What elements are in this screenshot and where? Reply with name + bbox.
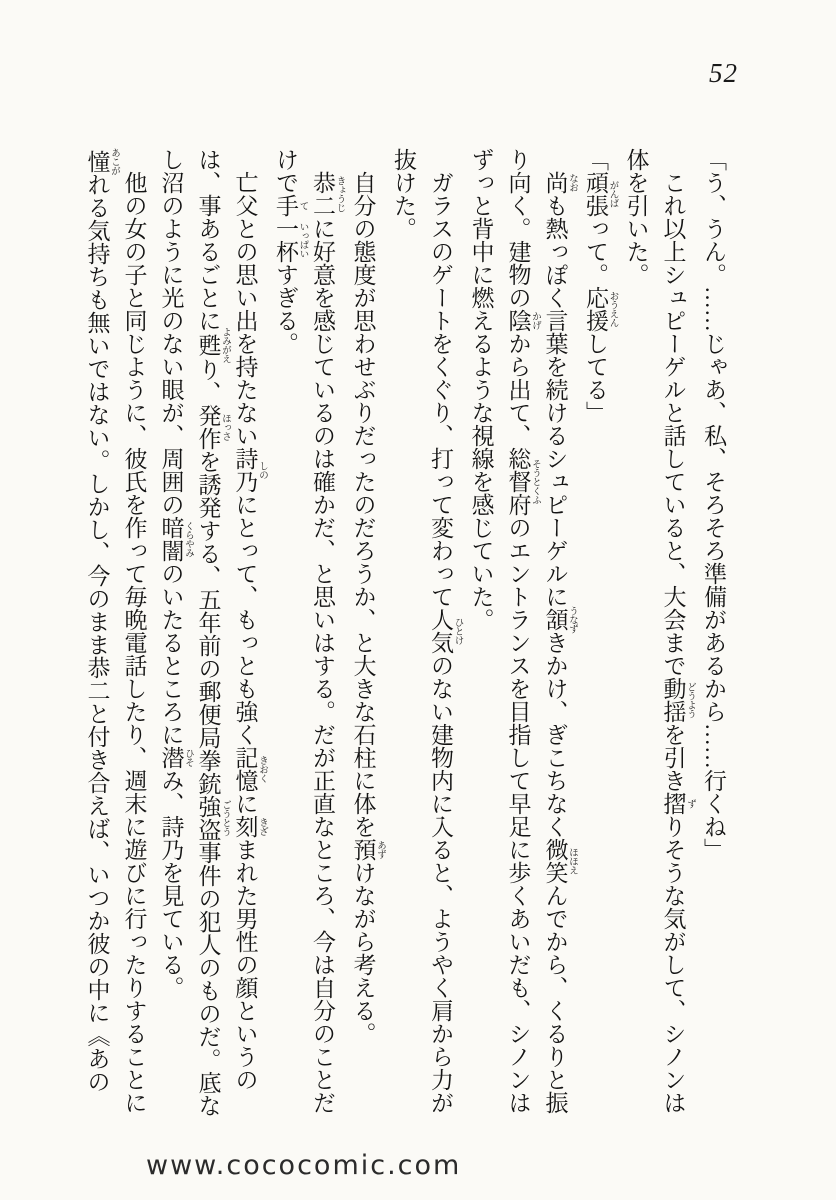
paragraph-narrative: 自分の態度が思わせぶりだったのだろうか、と大きな石柱に体を預 あずけながら考える。 — [350, 171, 385, 1045]
ruby-annotated-word: 強盗 ごうとう — [195, 795, 230, 841]
paragraph-narrative: これ以上シュピーゲルと話していると、大会まで動揺 どうようを引き摺 ずりそうな気がして、シノンは体を引いた。 — [623, 148, 695, 1114]
ruby-annotated-word: 尚 なお — [542, 171, 577, 194]
ruby-annotated-word: 動揺 どうよう — [660, 677, 695, 723]
paragraph-narrative: 亡父との思い出を持たない詩乃 しのにとって、もっとも強く記憶 きおくに刻 きざまれた男性の顔というのは、事あるごとに甦 よみがえり、発作 ほっさを誘発する、五年前の郵便局拳銃強盗 ごうとう事件の犯人のものだ。底なし沼のように光のない眼が、周囲の暗闇 くらやみのいたるところに潜 ひそみ、詩乃を見ている。 — [158, 148, 267, 1117]
ruby-annotated-word: 預 あず — [350, 838, 385, 861]
ruby-annotated-word: 摺 ず — [660, 792, 695, 815]
ruby-annotated-word: 頑張 がんば — [583, 171, 618, 217]
ruby-annotated-word: 一杯 いっぱい — [273, 217, 308, 263]
watermark-url: www.cococomic.com — [146, 1150, 462, 1181]
ruby-annotated-word: 憧 あこが — [84, 148, 119, 175]
paragraph-narrative: ガラスのゲートをくぐり、打って変わって人気 ひとけのない建物内に入ると、ようやく肩から力が抜けた。 — [391, 148, 463, 1114]
paragraph-dialogue: 「う、うん。……じゃあ、私、そろそろ準備があるから……行くね」 — [701, 148, 726, 861]
ruby-annotated-word: 潜 ひそ — [158, 746, 193, 769]
text-area — [84, 148, 732, 1133]
ruby-annotated-word: 人気 ひとけ — [428, 608, 463, 654]
page-number: 52 — [709, 58, 738, 88]
ruby-annotated-word: 暗闇 くらやみ — [158, 516, 193, 562]
paragraph-narrative: 恭二 きょうじに好意を感じているのは確かだ、と思いはする。だが正直なところ、今は自分のことだけで手 て一杯 いっぱいすぎる。 — [273, 148, 345, 1114]
paragraph-dialogue: 「頑張 がんばって。応援 おうえんしてる」 — [583, 148, 618, 424]
ruby-annotated-word: 刻 きざ — [232, 815, 267, 838]
ruby-annotated-word: 手 て — [273, 194, 308, 217]
ruby-annotated-word: 甦 よみがえ — [195, 327, 230, 363]
ruby-annotated-word: 陰 かげ — [505, 309, 540, 332]
paragraph-narrative: 他の女の子と同じように、彼氏を作って毎晩電話したり、週末に遊びに行ったりすることに憧 あこがれる気持ちも無いではない。しかし、今のまま恭二と付き合えば、いつか彼の中に《あの — [84, 148, 147, 1114]
ruby-annotated-word: 総督府 そうとくふ — [505, 447, 540, 516]
ruby-annotated-word: 発作 ほっさ — [195, 404, 230, 450]
ruby-annotated-word: 詩乃 しの — [232, 447, 267, 493]
ruby-annotated-word: 応援 おうえん — [583, 286, 618, 332]
ruby-annotated-word: 微笑 ほほえ — [542, 838, 577, 884]
paragraph-narrative: 尚 なおも熱っぽく言葉を続けるシュピーゲルに頷 うなずきかけ、ぎこちなく微笑 ほほえんでから、くるりと振り向く。建物の陰 かげから出て、総督府 そうとくふのエントランスを目指して早足に歩くあいだも、シノンはずっと背中に燃えるような視線を感じていた。 — [468, 148, 577, 1114]
ruby-annotated-word: 頷 うなず — [542, 606, 577, 633]
ruby-annotated-word: 恭二 きょうじ — [310, 171, 345, 217]
ruby-annotated-word: 記憶 きおく — [232, 746, 267, 792]
